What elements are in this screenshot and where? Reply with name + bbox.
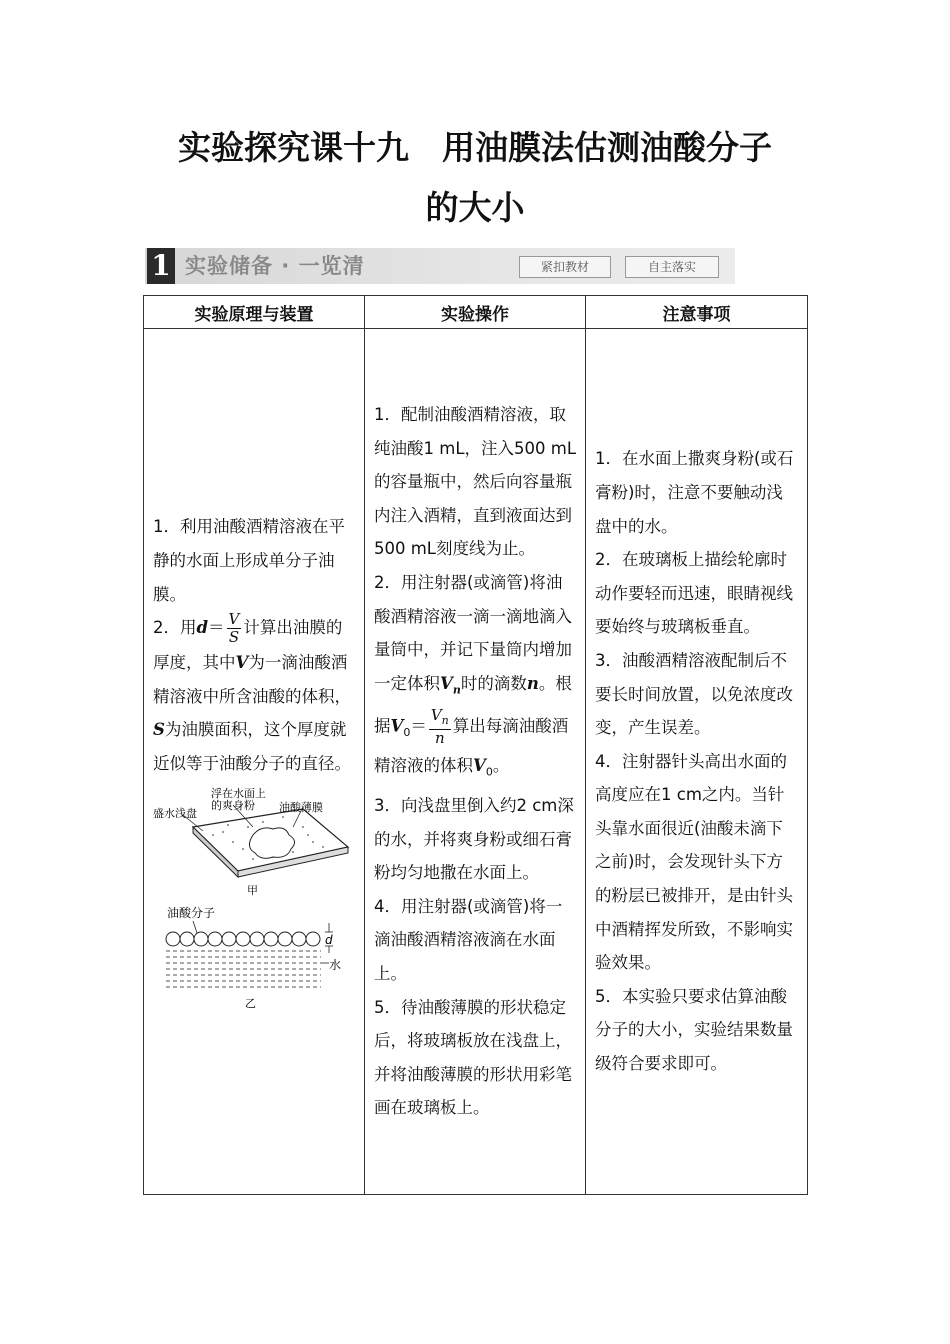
section-heading: 实验储备 · 一览清 (185, 254, 365, 278)
formula-fraction-v0: $\frac{V_n}{n}$ (430, 705, 449, 747)
operation-p5: 5．待油酸薄膜的形状稳定后，将玻璃板放在浅盘上，并将油酸薄膜的形状用彩笔画在玻璃板上。 (374, 997, 572, 1118)
notes-p5: 5．本实验只要求估算油酸分子的大小，实验结果数量级符合要求即可。 (595, 986, 793, 1074)
notes-p4: 4．注射器针头高出水面的高度应在1 cm之内。当针头靠水面很近(油酸未滴下之前)时，会发现针头下方的粉层已被排开，是由针头中酒精挥发所致，不影响实验效果。 (595, 751, 793, 973)
label-water-tray: 盛水浅盘 (153, 806, 197, 820)
page-title-line2: 的大小 (425, 188, 525, 227)
header-notes: 注意事项 (586, 296, 808, 329)
tag-self-study: 自主落实 (625, 256, 719, 278)
formula-fraction: $\frac{V}{S}$ (228, 610, 240, 647)
label-oil-film: 油酸薄膜 (279, 800, 323, 814)
principle-p2: 2．用d＝ $\frac{V}{S}$ 计算出油膜的厚度，其中V为一滴油酸酒精溶液中所含油酸的体积，S为油膜面积，这个厚度就近似等于油酸分子的直径。 (153, 610, 351, 773)
principle-p1: 1．利用油酸酒精溶液在平静的水面上形成单分子油膜。 (153, 517, 345, 604)
svg-text:的爽身粉: 的爽身粉 (211, 798, 255, 812)
section-number: 1 (147, 248, 175, 284)
table-row (144, 329, 808, 1195)
operation-p1: 1．配制油酸酒精溶液，取纯油酸1 mL，注入500 mL的容量瓶中，然后向容量瓶内注入酒精，直到液面达到500 mL刻度线为止。 (374, 405, 577, 559)
diagram-molecule-layer (153, 903, 353, 1013)
notes-p1: 1．在水面上撒爽身粉(或石膏粉)时，注意不要触动浅盘中的水。 (595, 449, 794, 536)
caption-yi: 乙 (245, 996, 256, 1010)
experiment-table (143, 295, 808, 1195)
operation-p4: 4．用注射器(或滴管)将一滴油酸酒精溶液滴在水面上。 (374, 896, 563, 983)
notes-p3: 3．油酸酒精溶液配制后不要长时间放置，以免浓度改变，产生误差。 (595, 650, 793, 738)
tag-textbook: 紧扣教材 (519, 256, 611, 278)
label-float-powder: 浮在水面上 (211, 786, 266, 800)
label-water: 水 (329, 957, 342, 972)
page-title: 实验探究课十九 用油膜法估测油酸分子 (178, 128, 772, 167)
caption-jia: 甲 (247, 883, 258, 897)
label-oil-molecule: 油酸分子 (167, 905, 216, 920)
operation-p3: 3．向浅盘里倒入约2 cm深的水，并将爽身粉或细石膏粉均匀地撒在水面上。 (374, 795, 574, 883)
header-principle: 实验原理与装置 (144, 296, 365, 329)
operation-p2: 2．用注射器(或滴管)将油酸酒精溶液一滴一滴地滴入量筒中，并记下量筒内增加一定体积$V_n$时的滴数n。根据$V_0=$ $\frac{V_n}{n}$ 算出每滴油酸酒精溶液的体积$V_0$。 (374, 573, 572, 779)
table-header-row (144, 296, 808, 329)
notes-p2: 2．在玻璃板上描绘轮廓时动作要轻而迅速，眼睛视线要始终与玻璃板垂直。 (595, 550, 793, 637)
diagram-oil-film-tray (153, 787, 353, 897)
label-d: d (325, 932, 333, 947)
section-banner (145, 248, 735, 284)
cell-notes (586, 329, 808, 1195)
cell-operation (365, 329, 586, 1195)
cell-principle (144, 329, 365, 1195)
header-operation: 实验操作 (365, 296, 586, 329)
